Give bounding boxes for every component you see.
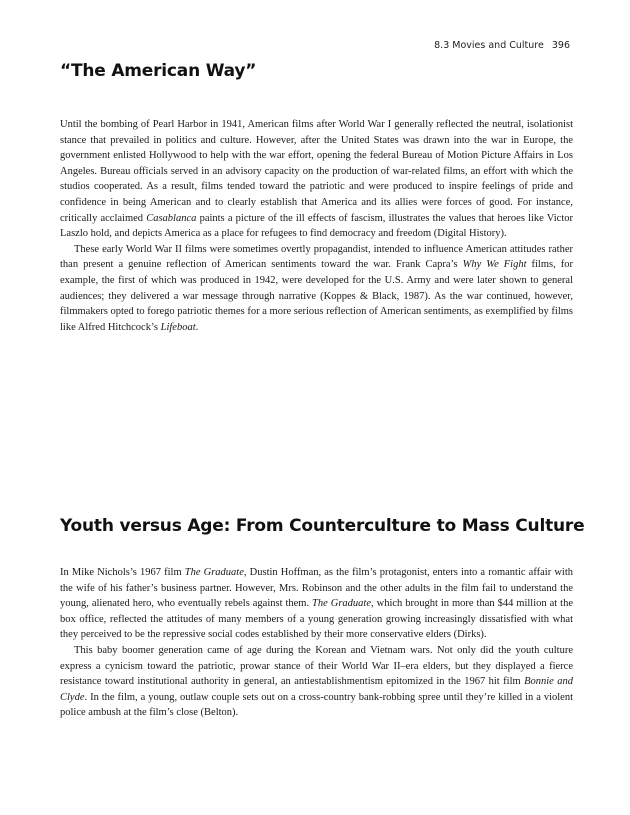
- page-number: 396: [551, 40, 570, 51]
- running-head: [434, 40, 570, 51]
- section-body-american-way: [60, 117, 573, 335]
- film-title: The Graduate: [184, 567, 244, 578]
- section-body-youth-versus-age: [60, 565, 573, 721]
- film-title: Bonnie and Clyde: [60, 676, 573, 703]
- film-title: Why We Fight: [462, 259, 527, 271]
- section-heading-youth-versus-age: Youth versus Age: From Counterculture to Mass Culture: [60, 516, 585, 536]
- paragraph: Until the bombing of Pearl Harbor in 1941, American films after World War I generally reflected the neutral, isolationist stance that prevailed in politics and culture. However, after the United States was drawn into the war in Europe, the government enlisted Hollywood to help with the war effort, opening the federal Bureau of Motion Picture Affairs in Los Angeles. Bureau officials served in an advisory capacity on the production of war-related films, an effort with which the studios cooperated. As a result, films tended toward the patriotic and were produced to inspire feelings of pride and confidence in being American and to clearly establish that America and its allies were forces of good. For instance, critically acclaimed Casablanca paints a picture of the ill effects of fascism, illustrates the values that heroes like Victor Laszlo hold, and depicts America as a place for refugees to find democracy and freedom (Digital History).: [60, 119, 573, 240]
- film-title: Casablanca: [146, 212, 197, 224]
- film-title: The Graduate: [312, 598, 372, 610]
- paragraph: This baby boomer generation came of age during the Korean and Vietnam wars. Not only did the youth culture express a cynicism toward the patriotic, prowar stance of their World War II–era elders, but they displayed a fierce resistance toward institutional authority in general, an antiestablishmentism epitomized in the 1967 hit film Bonnie and Clyde. In the film, a young, outlaw couple sets out on a cross-country bank-robbing spree until they’re killed in a violent police ambush at the film’s close (Belton).: [60, 644, 573, 719]
- running-head-section: 8.3 Movies and Culture: [434, 40, 544, 51]
- paragraph: These early World War II films were sometimes overtly propagandist, intended to influence American attitudes rather than present a genuine reflection of American sentiments toward the war. Frank Capra’s Why We Fight films, for example, the first of which was produced in 1942, were developed for the U.S. Army and were later shown to general audiences; they delivered a war message through narrative (Koppes & Black, 1987). As the war continued, however, filmmakers opted to forego patriotic themes for a more serious reflection of American sentiments, as exemplified by films like Alfred Hitchcock’s Lifeboat.: [60, 243, 573, 333]
- section-heading-american-way: “The American Way”: [60, 61, 257, 81]
- paragraph: In Mike Nichols’s 1967 film The Graduate, Dustin Hoffman, as the film’s protagonist, enters into a romantic affair with the wife of his father’s business partner. However, Mrs. Robinson and the other adults in the film fail to understand the young, alienated hero, who eventually rebels against them. The Graduate, which brought in more than $44 million at the box office, reflected the attitudes of many members of a young generation growing increasingly dissatisfied with what they perceived to be the repressive social codes established by their more conservative elders (Dirks).: [60, 567, 573, 641]
- film-title: Lifeboat: [160, 321, 196, 333]
